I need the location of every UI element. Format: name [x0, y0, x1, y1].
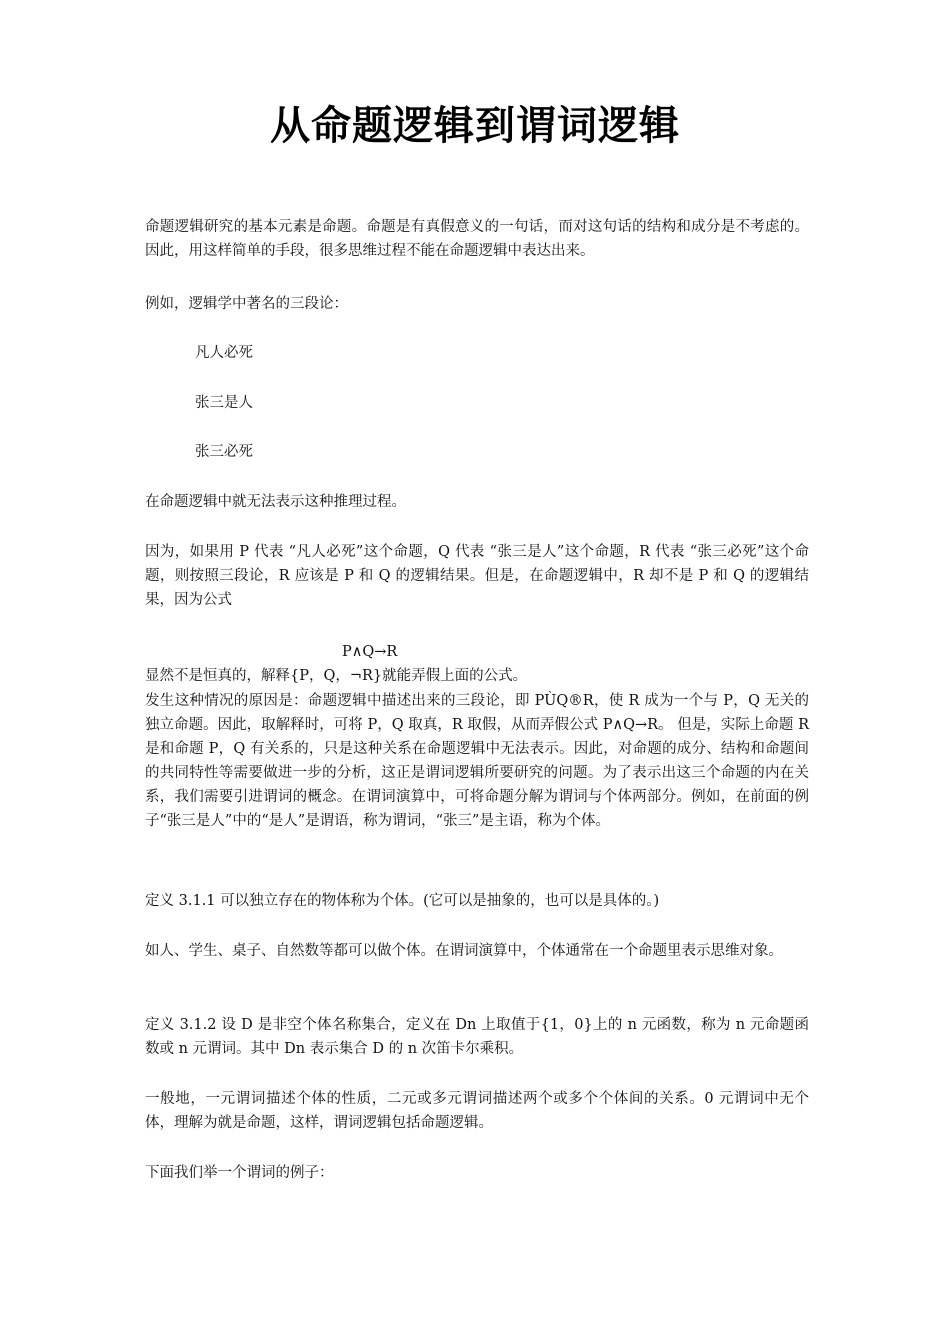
paragraph-example-intro: 下面我们举一个谓词的例子： [145, 1165, 334, 1181]
definition-3-1-2: 定义 3.1.2 设 D 是非空个体名称集合，定义在 Dn 上取值于{1，0}上的 n 元函数，称为 n 元命题函数或 n 元谓词。其中 Dn 表示集合 D 的 n 次笛卡尔乘积。 [145, 1017, 809, 1057]
syllogism-line-1: 凡人必死 [195, 345, 253, 361]
document-title: 从命题逻辑到谓词逻辑 [270, 103, 680, 149]
paragraph-reason: 发生这种情况的原因是：命题逻辑中描述出来的三段论，即 PÙQ®R，使 R 成为一个与 P，Q 无关的独立命题。因此，取解释时，可将 P，Q 取真，R 取假，从而弄假公式 P∧Q→R。 但是，实际上命题 R 是和命题 P，Q 有关系的，只是这种关系在命题逻辑中无法表示。因此，对命题的成分、结构和命题间的共同特性等需要做进一步的分析，这正是谓词逻辑所要研究的问题。为了表示出这三个命题的内在关系，我们需要引进谓词的概念。在谓词演算中，可将命题分解为谓词与个体两部分。例如，在前面的例子“张三是人”中的“是人”是谓语，称为谓词，“张三”是主语，称为个体。 [145, 693, 809, 829]
paragraph-cannot-express: 在命题逻辑中就无法表示这种推理过程。 [145, 494, 406, 510]
paragraph-example-lead: 例如，逻辑学中著名的三段论： [145, 296, 348, 312]
paragraph-not-valid: 显然不是恒真的，解释{P，Q，¬R}就能弄假上面的公式。 [145, 668, 528, 684]
paragraph-explanation: 因为，如果用 P 代表 “凡人必死”这个命题，Q 代表 “张三是人”这个命题，R 代表 “张三必死”这个命题，则按照三段论，R 应该是 P 和 Q 的逻辑结果。但是，在命题逻辑中，R 却不是 P 和 Q 的逻辑结果，因为公式 [145, 544, 809, 608]
definition-3-1-1: 定义 3.1.1 可以独立存在的物体称为个体。(它可以是抽象的，也可以是具体的。) [145, 893, 660, 909]
paragraph-intro: 命题逻辑研究的基本元素是命题。命题是有真假意义的一句话，而对这句话的结构和成分是不考虑的。 因此，用这样简单的手段，很多思维过程不能在命题逻辑中表达出来。 [145, 219, 809, 259]
paragraph-predicate-arity: 一般地，一元谓词描述个体的性质，二元或多元谓词描述两个或多个个体间的关系。0 元谓词中无个体，理解为就是命题，这样，谓词逻辑包括命题逻辑。 [145, 1091, 809, 1131]
formula-line: P∧Q→R [342, 644, 398, 660]
syllogism-line-2: 张三是人 [195, 395, 253, 411]
paragraph-individual-examples: 如人、学生、桌子、自然数等都可以做个体。在谓词演算中，个体通常在一个命题里表示思维对象。 [145, 943, 783, 959]
syllogism-line-3: 张三必死 [195, 444, 253, 460]
